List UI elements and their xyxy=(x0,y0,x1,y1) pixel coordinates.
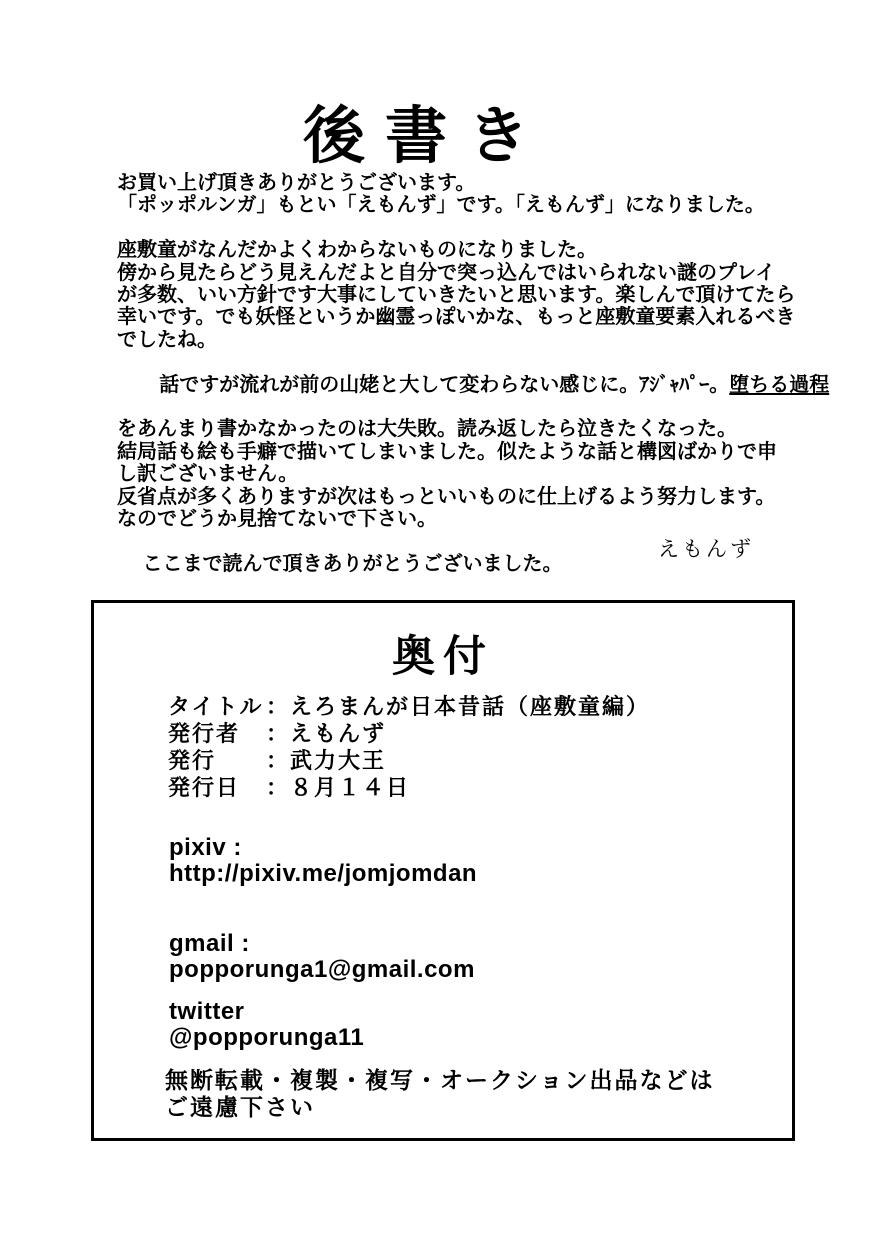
colophon-field-circle xyxy=(168,747,650,774)
contact-gmail xyxy=(169,931,475,983)
afterword-line: でしたね。 xyxy=(117,328,217,351)
field-label: 発行者 xyxy=(168,721,241,746)
afterword-line: 幸いです。でも妖怪というか幽霊っぽいかな、もっと座敷童要素入れるべき xyxy=(117,306,796,329)
afterword-line xyxy=(117,351,830,418)
underlined-phrase: 堕ちる過程 xyxy=(729,373,830,396)
afterword-line: 「ポッポルンガ」もとい「えもんず」です。「えもんず」になりました。 xyxy=(117,194,765,217)
field-colon: ： xyxy=(266,775,291,800)
contact-gmail-address: popporunga1@gmail.com xyxy=(169,956,475,983)
field-value: えろまんが日本昔話（座敷童編） xyxy=(290,694,651,719)
field-label: 発行 xyxy=(168,748,217,773)
afterword-line-text: 話ですが流れが前の山姥と大して変わらない感じに。ｱｼﾞｬﾊﾟｰ。 xyxy=(139,373,730,396)
colophon-field-title xyxy=(168,693,650,720)
colophon-fields xyxy=(168,693,650,801)
field-colon: ： xyxy=(266,748,291,773)
field-value: 武力大王 xyxy=(290,748,387,773)
contact-twitter xyxy=(169,999,364,1051)
field-value: ８月１４日 xyxy=(290,775,411,800)
afterword-line: お買い上げ頂きありがとうございます。 xyxy=(117,172,476,194)
page-title: 後書き xyxy=(302,102,549,171)
afterword-line: ここまで読んで頂きありがとうございました。 xyxy=(117,552,563,575)
colophon-field-date xyxy=(168,774,650,801)
notice-line: 無断転載・複製・複写・オークション出品などは xyxy=(165,1067,715,1093)
contact-pixiv xyxy=(169,835,477,887)
colophon-field-publisher xyxy=(168,720,650,747)
afterword-line: 傍から見たらどう見えんだよと自分で突っ込んではいられない謎のプレイ xyxy=(117,261,776,284)
afterword-line: し訳ございません。 xyxy=(117,463,299,486)
notice-line: ご遠慮下さい xyxy=(165,1094,315,1120)
colophon-heading: 奥付 xyxy=(392,633,494,681)
author-signature: えもんず xyxy=(658,538,754,561)
afterword-line: 反省点が多くありますが次はもっといいものに仕上げるよう努力します。 xyxy=(117,485,776,508)
afterword-line: をあんまり書かなかったのは大失敗。読み返したら泣きたくなった。 xyxy=(117,418,737,441)
afterword-text xyxy=(117,172,830,575)
contact-twitter-handle: @popporunga11 xyxy=(169,1024,365,1051)
field-label: 発行日 xyxy=(168,775,241,800)
contact-pixiv-url: http://pixiv.me/jomjomdan xyxy=(169,860,478,887)
afterword-line: が多数、いい方針です大事にしていきたいと思います。楽しんで頂けてたら xyxy=(117,284,796,307)
contact-service-label: twitter xyxy=(169,998,245,1025)
contact-service-label: pixiv : xyxy=(169,834,242,861)
afterword-line xyxy=(117,217,817,239)
colophon-box xyxy=(91,600,795,1141)
contact-service-label: gmail : xyxy=(169,930,250,957)
field-label: タイトル xyxy=(168,694,264,719)
afterword-line: 結局話も絵も手癖で描いてしまいました。似たような話と構図ばかりで申 xyxy=(117,440,777,463)
field-colon: ： xyxy=(266,721,291,746)
field-colon: ： xyxy=(266,694,291,719)
afterword-line: 座敷童がなんだかよくわからないものになりました。 xyxy=(117,239,597,262)
copyright-notice xyxy=(165,1067,715,1121)
afterword-line: なのでどうか見捨てないで下さい。 xyxy=(117,508,437,531)
field-value: えもんず xyxy=(290,721,387,746)
